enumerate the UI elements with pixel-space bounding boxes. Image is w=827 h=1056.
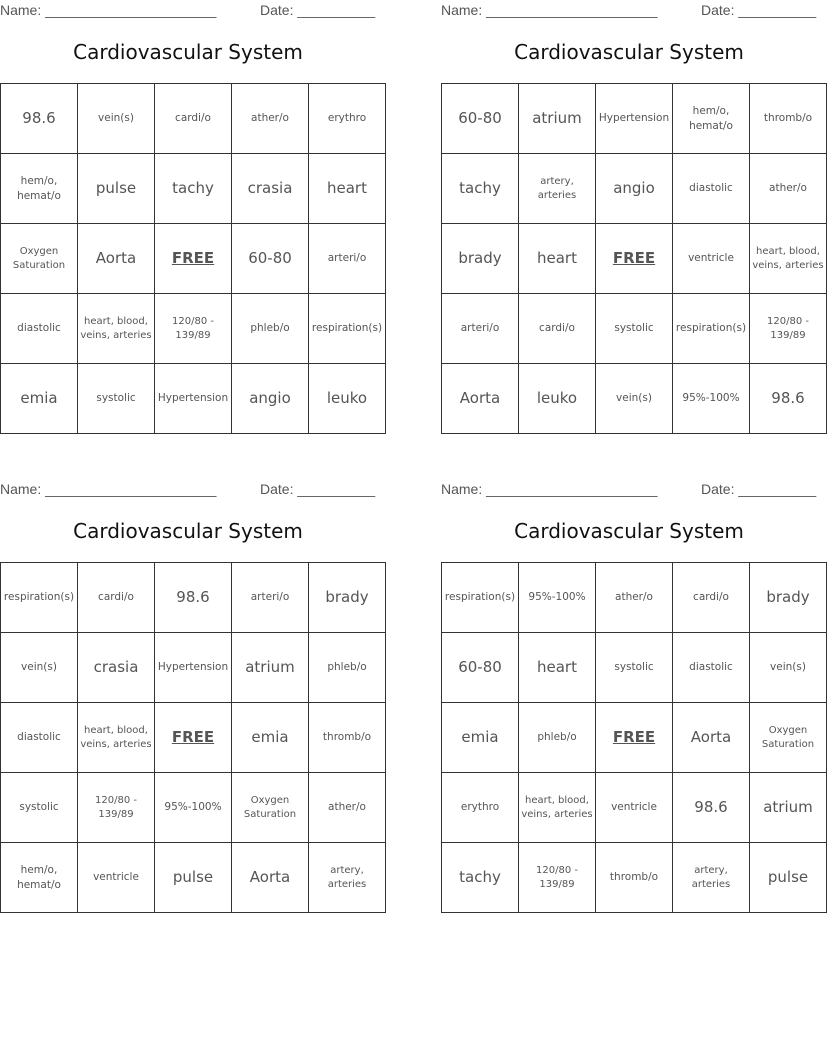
- bingo-cell: Hypertension: [155, 364, 232, 434]
- bingo-row: [1, 364, 386, 434]
- bingo-cell: respiration(s): [309, 294, 386, 364]
- bingo-cell: 120/80 - 139/89: [78, 773, 155, 843]
- bingo-cell: hem/o, hemat/o: [1, 154, 78, 224]
- name-field-label: Name: ______________________: [441, 481, 658, 497]
- bingo-cell: atrium: [232, 633, 309, 703]
- bingo-cell: arteri/o: [442, 294, 519, 364]
- bingo-cell: cardi/o: [78, 563, 155, 633]
- bingo-cell: 95%-100%: [673, 364, 750, 434]
- date-field-label: Date: __________: [701, 481, 817, 497]
- bingo-cell: Aorta: [673, 703, 750, 773]
- bingo-row: [442, 84, 827, 154]
- bingo-row: [1, 703, 386, 773]
- bingo-cell: crasia: [78, 633, 155, 703]
- bingo-row: [442, 773, 827, 843]
- bingo-cell: phleb/o: [309, 633, 386, 703]
- bingo-grid: [441, 83, 827, 434]
- bingo-cell: brady: [442, 224, 519, 294]
- bingo-cell: tachy: [442, 843, 519, 913]
- bingo-cell: 120/80 - 139/89: [155, 294, 232, 364]
- bingo-row: [442, 563, 827, 633]
- card-header: [441, 0, 817, 20]
- bingo-row: [442, 224, 827, 294]
- bingo-cell: leuko: [309, 364, 386, 434]
- bingo-cell: artery, arteries: [309, 843, 386, 913]
- date-field-label: Date: __________: [260, 481, 376, 497]
- bingo-row: [442, 843, 827, 913]
- bingo-card-3: [0, 479, 376, 914]
- bingo-cell: 95%-100%: [155, 773, 232, 843]
- bingo-cell: systolic: [596, 633, 673, 703]
- bingo-row: [1, 563, 386, 633]
- bingo-cell: angio: [596, 154, 673, 224]
- bingo-cell: phleb/o: [519, 703, 596, 773]
- free-space-label: FREE: [612, 249, 656, 268]
- bingo-cell: heart: [519, 633, 596, 703]
- bingo-row: [442, 294, 827, 364]
- bingo-cell: Aorta: [78, 224, 155, 294]
- bingo-cell: ventricle: [596, 773, 673, 843]
- bingo-cell: systolic: [1, 773, 78, 843]
- name-field-label: Name: ______________________: [0, 2, 217, 18]
- bingo-cell: respiration(s): [442, 563, 519, 633]
- bingo-cell: emia: [1, 364, 78, 434]
- date-field-label: Date: __________: [701, 2, 817, 18]
- bingo-cell: heart: [519, 224, 596, 294]
- bingo-cell: vein(s): [596, 364, 673, 434]
- bingo-cell: thromb/o: [309, 703, 386, 773]
- bingo-cell: ather/o: [309, 773, 386, 843]
- bingo-cell: leuko: [519, 364, 596, 434]
- bingo-cell: pulse: [155, 843, 232, 913]
- bingo-card-2: [441, 0, 824, 435]
- free-space-label: FREE: [171, 249, 215, 268]
- bingo-cell: ventricle: [78, 843, 155, 913]
- card-title: Cardiovascular System: [73, 40, 303, 64]
- bingo-cell: emia: [232, 703, 309, 773]
- bingo-cell: 60-80: [442, 84, 519, 154]
- free-space-label: FREE: [171, 728, 215, 747]
- bingo-grid: [441, 562, 827, 913]
- date-field-label: Date: __________: [260, 2, 376, 18]
- card-header: [0, 0, 376, 20]
- bingo-cell: Oxygen Saturation: [750, 703, 827, 773]
- bingo-cell: artery, arteries: [519, 154, 596, 224]
- bingo-cell: Hypertension: [155, 633, 232, 703]
- bingo-cell: thromb/o: [596, 843, 673, 913]
- free-space-cell: [155, 224, 232, 294]
- bingo-cell: Aorta: [442, 364, 519, 434]
- bingo-row: [1, 773, 386, 843]
- bingo-cell: pulse: [750, 843, 827, 913]
- bingo-row: [1, 843, 386, 913]
- bingo-cell: arteri/o: [309, 224, 386, 294]
- bingo-cell: 98.6: [1, 84, 78, 154]
- bingo-cell: erythro: [442, 773, 519, 843]
- bingo-cell: hem/o, hemat/o: [673, 84, 750, 154]
- bingo-row: [1, 224, 386, 294]
- bingo-cell: angio: [232, 364, 309, 434]
- bingo-cell: systolic: [78, 364, 155, 434]
- bingo-row: [1, 84, 386, 154]
- bingo-grid: [0, 562, 386, 913]
- bingo-row: [442, 703, 827, 773]
- bingo-card-1: [0, 0, 383, 435]
- bingo-cell: Aorta: [232, 843, 309, 913]
- bingo-cell: heart, blood, veins, arteries: [78, 703, 155, 773]
- bingo-cell: atrium: [750, 773, 827, 843]
- bingo-cell: hem/o, hemat/o: [1, 843, 78, 913]
- bingo-cell: Oxygen Saturation: [1, 224, 78, 294]
- bingo-cell: diastolic: [1, 703, 78, 773]
- bingo-cell: brady: [309, 563, 386, 633]
- bingo-cell: vein(s): [1, 633, 78, 703]
- bingo-cell: heart, blood, veins, arteries: [519, 773, 596, 843]
- bingo-row: [442, 633, 827, 703]
- free-space-cell: [596, 224, 673, 294]
- bingo-cell: arteri/o: [232, 563, 309, 633]
- bingo-cell: phleb/o: [232, 294, 309, 364]
- bingo-cell: cardi/o: [673, 563, 750, 633]
- bingo-cell: ather/o: [750, 154, 827, 224]
- card-title: Cardiovascular System: [73, 519, 303, 543]
- free-space-cell: [596, 703, 673, 773]
- bingo-cell: artery, arteries: [673, 843, 750, 913]
- bingo-cell: respiration(s): [1, 563, 78, 633]
- bingo-cell: Oxygen Saturation: [232, 773, 309, 843]
- free-space-label: FREE: [612, 728, 656, 747]
- bingo-cell: heart: [309, 154, 386, 224]
- name-field-label: Name: ______________________: [0, 481, 217, 497]
- bingo-cell: diastolic: [1, 294, 78, 364]
- card-header: [0, 479, 376, 499]
- name-field-label: Name: ______________________: [441, 2, 658, 18]
- bingo-cell: atrium: [519, 84, 596, 154]
- bingo-cell: thromb/o: [750, 84, 827, 154]
- bingo-cell: 120/80 - 139/89: [519, 843, 596, 913]
- bingo-cell: respiration(s): [673, 294, 750, 364]
- bingo-cell: pulse: [78, 154, 155, 224]
- bingo-cell: ather/o: [232, 84, 309, 154]
- bingo-cell: vein(s): [78, 84, 155, 154]
- bingo-cell: 120/80 - 139/89: [750, 294, 827, 364]
- bingo-row: [442, 154, 827, 224]
- free-space-cell: [155, 703, 232, 773]
- bingo-cell: 98.6: [155, 563, 232, 633]
- bingo-row: [1, 294, 386, 364]
- bingo-cell: emia: [442, 703, 519, 773]
- bingo-cell: ather/o: [596, 563, 673, 633]
- bingo-cell: brady: [750, 563, 827, 633]
- bingo-cell: diastolic: [673, 154, 750, 224]
- bingo-row: [1, 633, 386, 703]
- bingo-cell: cardi/o: [519, 294, 596, 364]
- card-title: Cardiovascular System: [514, 40, 744, 64]
- bingo-cell: 98.6: [750, 364, 827, 434]
- bingo-cell: tachy: [155, 154, 232, 224]
- bingo-card-4: [441, 479, 817, 914]
- bingo-row: [442, 364, 827, 434]
- bingo-cell: 98.6: [673, 773, 750, 843]
- bingo-cell: systolic: [596, 294, 673, 364]
- bingo-cell: ventricle: [673, 224, 750, 294]
- card-title: Cardiovascular System: [514, 519, 744, 543]
- bingo-cell: vein(s): [750, 633, 827, 703]
- bingo-cell: erythro: [309, 84, 386, 154]
- bingo-grid: [0, 83, 386, 434]
- card-header: [441, 479, 817, 499]
- bingo-cell: 95%-100%: [519, 563, 596, 633]
- bingo-cell: diastolic: [673, 633, 750, 703]
- bingo-cell: heart, blood, veins, arteries: [78, 294, 155, 364]
- bingo-cell: tachy: [442, 154, 519, 224]
- bingo-cell: 60-80: [232, 224, 309, 294]
- bingo-cell: 60-80: [442, 633, 519, 703]
- bingo-row: [1, 154, 386, 224]
- bingo-cell: heart, blood, veins, arteries: [750, 224, 827, 294]
- bingo-cell: Hypertension: [596, 84, 673, 154]
- bingo-cell: crasia: [232, 154, 309, 224]
- bingo-cell: cardi/o: [155, 84, 232, 154]
